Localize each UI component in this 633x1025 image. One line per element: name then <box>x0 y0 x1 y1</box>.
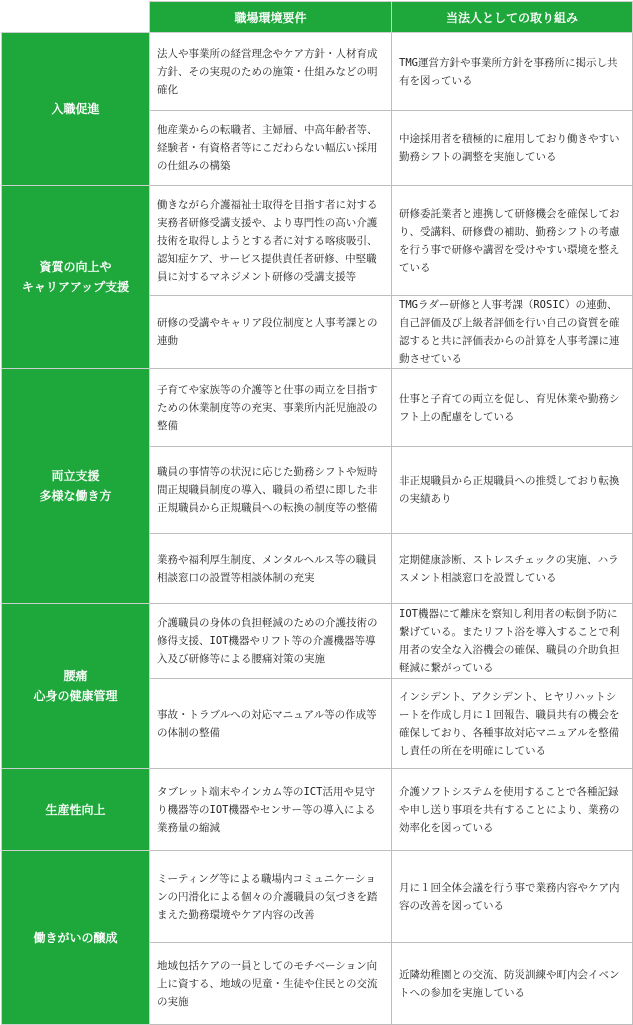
header-row <box>2 2 633 33</box>
table-row <box>2 769 633 851</box>
action-cell: TMGラダー研修と人事考課（ROSIC）の連動、自己評価及び上級者評価を行い自己の資質を確認すると共に評価表からの計算を人事考課に連動させている <box>392 296 633 369</box>
requirement-cell: タブレット端末やインカム等のICT活用や見守り機器等のIOT機器やセンサー等の導入による業務量の縮減 <box>150 769 392 851</box>
requirement-cell: ミーティング等による職場内コミュニケーションの円滑化による個々の介護職員の気づきを踏まえた勤務環境やケア内容の改善 <box>150 851 392 943</box>
requirement-cell: 子育てや家族等の介護等と仕事の両立を目指すための休業制度等の充実、事業所内託児施設の整備 <box>150 369 392 447</box>
table-row <box>2 851 633 943</box>
action-cell: インシデント、アクシデント、ヒヤリハットシートを作成し月に１回報告、職員共有の機会を確保しており、各種事故対応マニュアルを整備し責任の所在を明確にしている <box>392 679 633 769</box>
requirement-cell: 法人や事業所の経営理念やケア方針・人材育成方針、その実現のための施策・仕組みなどの明確化 <box>150 33 392 111</box>
workplace-environment-table <box>1 1 633 1025</box>
action-cell: 定期健康診断、ストレスチェックの実施、ハラスメント相談窓口を設置している <box>392 534 633 604</box>
category-cell: 働きがいの醸成 <box>2 851 150 1025</box>
action-cell: 近隣幼稚園との交流、防災訓練や町内会イベントへの参加を実施している <box>392 943 633 1025</box>
requirement-cell: 地域包括ケアの一員としてのモチベーション向上に資する、地域の児童・生徒や住民との交流の実施 <box>150 943 392 1025</box>
table-row <box>2 33 633 111</box>
action-cell: 仕事と子育ての両立を促し、育児休業や勤務シフト上の配慮をしている <box>392 369 633 447</box>
table-row <box>2 369 633 447</box>
table-row <box>2 186 633 296</box>
requirement-cell: 介護職員の身体の負担軽減のための介護技術の修得支援、IOT機器やリフト等の介護機器等導入及び研修等による腰痛対策の実施 <box>150 604 392 679</box>
action-cell: IOT機器にて離床を察知し利用者の転倒予防に繋げている。またリフト浴を導入することで利用者の安全な入浴機会の確保、職員の介助負担軽減に繋がっている <box>392 604 633 679</box>
table-row <box>2 604 633 679</box>
requirement-cell: 職員の事情等の状況に応じた勤務シフトや短時間正規職員制度の導入、職員の希望に即した非正規職員から正規職員への転換の制度等の整備 <box>150 447 392 534</box>
header-blank-cell <box>2 2 150 33</box>
category-cell: 資質の向上や キャリアアップ支援 <box>2 186 150 369</box>
category-cell: 腰痛 心身の健康管理 <box>2 604 150 769</box>
category-cell: 入職促進 <box>2 33 150 186</box>
action-cell: 非正規職員から正規職員への推奨しており転換の実績あり <box>392 447 633 534</box>
action-cell: 月に１回全体会議を行う事で業務内容やケア内容の改善を図っている <box>392 851 633 943</box>
category-cell: 生産性向上 <box>2 769 150 851</box>
requirement-cell: 他産業からの転職者、主婦層、中高年齢者等、経験者・有資格者等にこだわらない幅広い採用の仕組みの構築 <box>150 111 392 186</box>
requirement-cell: 働きながら介護福祉士取得を目指す者に対する実務者研修受講支援や、より専門性の高い介護技術を取得しようとする者に対する喀痰吸引、認知症ケア、サービス提供責任者研修、中堅職員に対するマネジメント研修の受講支援等 <box>150 186 392 296</box>
requirement-cell: 事故・トラブルへの対応マニュアル等の作成等の体制の整備 <box>150 679 392 769</box>
action-cell: 介護ソフトシステムを使用することで各種記録や申し送り事項を共有することにより、業務の効率化を図っている <box>392 769 633 851</box>
requirement-cell: 業務や福利厚生制度、メンタルヘルス等の職員相談窓口の設置等相談体制の充実 <box>150 534 392 604</box>
category-cell: 両立支援 多様な働き方 <box>2 369 150 604</box>
header-action: 当法人としての取り組み <box>392 2 633 33</box>
action-cell: TMG運営方針や事業所方針を事務所に掲示し共有を図っている <box>392 33 633 111</box>
action-cell: 中途採用者を積極的に雇用しており働きやすい勤務シフトの調整を実施している <box>392 111 633 186</box>
header-requirement: 職場環境要件 <box>150 2 392 33</box>
requirement-cell: 研修の受講やキャリア段位制度と人事考課との連動 <box>150 296 392 369</box>
action-cell: 研修委託業者と連携して研修機会を確保しており、受講料、研修費の補助、勤務シフトの考慮を行う事で研修や講習を受けやすい環境を整えている <box>392 186 633 296</box>
